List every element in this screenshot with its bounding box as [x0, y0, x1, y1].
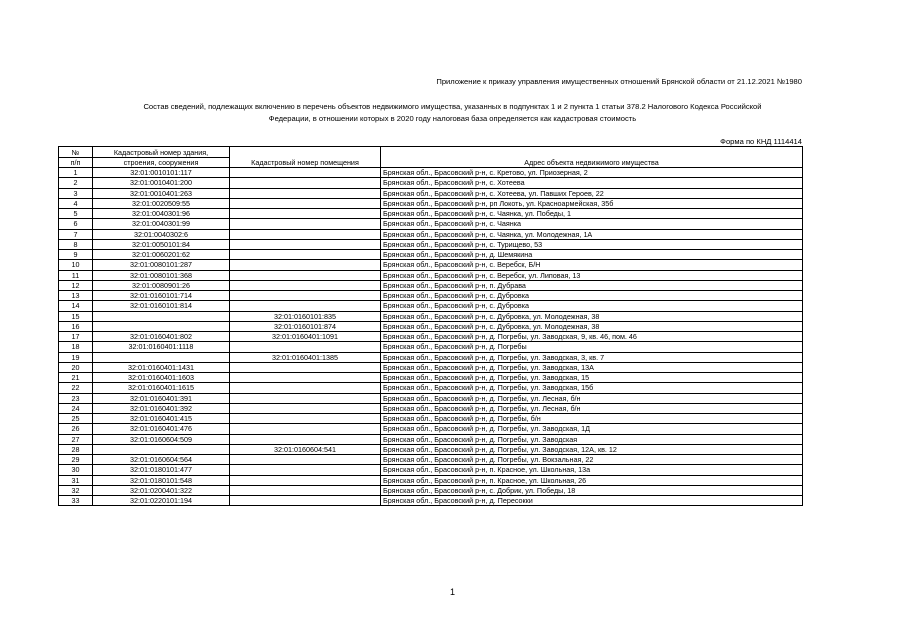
premise-cadastral-number — [230, 250, 381, 260]
building-cadastral-number: 32:01:0160401:1118 — [93, 342, 230, 352]
table-row — [59, 332, 803, 342]
table-row — [59, 291, 803, 301]
table-row — [59, 178, 803, 188]
row-number: 21 — [59, 373, 93, 383]
table-body — [59, 168, 803, 506]
object-address: Брянская обл., Брасовский р-н, с. Чаянка — [381, 219, 803, 229]
building-cadastral-number: 32:01:0180101:477 — [93, 465, 230, 475]
building-cadastral-number: 32:01:0180101:548 — [93, 475, 230, 485]
building-cadastral-number: 32:01:0160401:1431 — [93, 362, 230, 372]
object-address: Брянская обл., Брасовский р-н, с. Чаянка, ул. Молодежная, 1А — [381, 229, 803, 239]
building-cadastral-number: 32:01:0080101:368 — [93, 270, 230, 280]
heading-line-1: Состав сведений, подлежащих включению в перечень объектов недвижимого имущества, указанных в подпунктах 1 и 2 пункта 1 статьи 378.2 Налогового Кодекса Российской — [143, 102, 762, 111]
building-cadastral-number: 32:01:0010401:263 — [93, 188, 230, 198]
premise-cadastral-number — [230, 260, 381, 270]
object-address: Брянская обл., Брасовский р-н, с. Веребск, ул. Липовая, 13 — [381, 270, 803, 280]
table-row — [59, 393, 803, 403]
object-address: Брянская обл., Брасовский р-н, с. Хотеева, ул. Павших Героев, 22 — [381, 188, 803, 198]
premise-cadastral-number — [230, 403, 381, 413]
object-address: Брянская обл., Брасовский р-н, д. Погребы, ул. Заводская, 13А — [381, 362, 803, 372]
premise-cadastral-number — [230, 424, 381, 434]
heading-line-2: Федерации, в отношении которых в 2020 году налоговая база определяется как кадастровая стоимость — [268, 113, 637, 123]
object-address: Брянская обл., Брасовский р-н, с. Добрик, ул. Победы, 18 — [381, 485, 803, 495]
premise-cadastral-number — [230, 229, 381, 239]
object-address: Брянская обл., Брасовский р-н, д. Погребы, ул. Заводская, 15б — [381, 383, 803, 393]
row-number: 3 — [59, 188, 93, 198]
object-address: Брянская обл., Брасовский р-н, п. Дубрава — [381, 280, 803, 290]
building-cadastral-number: 32:01:0060201:62 — [93, 250, 230, 260]
premise-cadastral-number — [230, 209, 381, 219]
premise-cadastral-number — [230, 198, 381, 208]
building-cadastral-number: 32:01:0160604:564 — [93, 455, 230, 465]
appendix-note: Приложение к приказу управления имущественных отношений Брянской области от 21.12.2021 №1980 — [436, 77, 802, 86]
premise-cadastral-number — [230, 301, 381, 311]
building-cadastral-number: 32:01:0040302:6 — [93, 229, 230, 239]
row-number: 6 — [59, 219, 93, 229]
premise-cadastral-number — [230, 465, 381, 475]
table-row — [59, 301, 803, 311]
page-number: 1 — [449, 587, 455, 597]
header-building-line-1: Кадастровый номер здания, — [93, 147, 230, 158]
table-row — [59, 311, 803, 321]
table-row — [59, 168, 803, 178]
table-row — [59, 485, 803, 495]
row-number: 28 — [59, 444, 93, 454]
premise-cadastral-number: 32:01:0160604:541 — [230, 444, 381, 454]
premise-cadastral-number: 32:01:0160401:1091 — [230, 332, 381, 342]
object-address: Брянская обл., Брасовский р-н, п. Красное, ул. Школьная, 26 — [381, 475, 803, 485]
premise-cadastral-number — [230, 475, 381, 485]
table-row — [59, 321, 803, 331]
building-cadastral-number — [93, 352, 230, 362]
table-row — [59, 403, 803, 413]
premise-cadastral-number: 32:01:0160101:835 — [230, 311, 381, 321]
building-cadastral-number: 32:01:0220101:194 — [93, 496, 230, 506]
building-cadastral-number: 32:01:0160401:391 — [93, 393, 230, 403]
row-number: 29 — [59, 455, 93, 465]
premise-cadastral-number — [230, 280, 381, 290]
row-number: 25 — [59, 414, 93, 424]
premise-cadastral-number — [230, 414, 381, 424]
building-cadastral-number: 32:01:0160401:392 — [93, 403, 230, 413]
object-address: Брянская обл., Брасовский р-н, с. Веребск, Б/Н — [381, 260, 803, 270]
premise-cadastral-number — [230, 219, 381, 229]
object-address: Брянская обл., Брасовский р-н, с. Чаянка, ул. Победы, 1 — [381, 209, 803, 219]
row-number: 5 — [59, 209, 93, 219]
row-number: 15 — [59, 311, 93, 321]
row-number: 4 — [59, 198, 93, 208]
premise-cadastral-number — [230, 270, 381, 280]
table-row — [59, 239, 803, 249]
table-row — [59, 475, 803, 485]
row-number: 19 — [59, 352, 93, 362]
object-address: Брянская обл., Брасовский р-н, д. Погребы — [381, 342, 803, 352]
premise-cadastral-number — [230, 393, 381, 403]
building-cadastral-number: 32:01:0160401:1603 — [93, 373, 230, 383]
table-row — [59, 352, 803, 362]
row-number: 2 — [59, 178, 93, 188]
table-row — [59, 270, 803, 280]
premise-cadastral-number — [230, 485, 381, 495]
premise-cadastral-number: 32:01:0160101:874 — [230, 321, 381, 331]
building-cadastral-number: 32:01:0160401:415 — [93, 414, 230, 424]
table-row — [59, 280, 803, 290]
row-number: 23 — [59, 393, 93, 403]
building-cadastral-number — [93, 311, 230, 321]
header-building-line-2: строения, сооружения — [93, 157, 230, 168]
table-row — [59, 414, 803, 424]
table-row — [59, 250, 803, 260]
building-cadastral-number — [93, 444, 230, 454]
premise-cadastral-number — [230, 168, 381, 178]
object-address: Брянская обл., Брасовский р-н, д. Погребы, ул. Лесная, б/н — [381, 393, 803, 403]
premise-cadastral-number — [230, 178, 381, 188]
row-number: 8 — [59, 239, 93, 249]
building-cadastral-number: 32:01:0050101:84 — [93, 239, 230, 249]
table-row — [59, 342, 803, 352]
header-premise: Кадастровый номер помещения — [230, 147, 381, 168]
row-number: 16 — [59, 321, 93, 331]
table-row — [59, 383, 803, 393]
building-cadastral-number: 32:01:0160401:476 — [93, 424, 230, 434]
row-number: 13 — [59, 291, 93, 301]
table-row — [59, 465, 803, 475]
object-address: Брянская обл., Брасовский р-н, д. Погребы, ул. Заводская, 9, кв. 46, пом. 46 — [381, 332, 803, 342]
header-address: Адрес объекта недвижимого имущества — [381, 147, 803, 168]
building-cadastral-number: 32:01:0080901:26 — [93, 280, 230, 290]
building-cadastral-number: 32:01:0020509:55 — [93, 198, 230, 208]
object-address: Брянская обл., Брасовский р-н, с. Хотеева — [381, 178, 803, 188]
premise-cadastral-number — [230, 383, 381, 393]
table-row — [59, 434, 803, 444]
row-number: 20 — [59, 362, 93, 372]
table-row — [59, 219, 803, 229]
header-num-line-2: п/п — [59, 157, 93, 168]
object-address: Брянская обл., Брасовский р-н, д. Погребы, ул. Заводская, 15 — [381, 373, 803, 383]
building-cadastral-number: 32:01:0080101:287 — [93, 260, 230, 270]
building-cadastral-number: 32:01:0160604:509 — [93, 434, 230, 444]
row-number: 31 — [59, 475, 93, 485]
object-address: Брянская обл., Брасовский р-н, с. Дубровка — [381, 291, 803, 301]
building-cadastral-number: 32:01:0160401:1615 — [93, 383, 230, 393]
object-address: Брянская обл., Брасовский р-н, д. Шемякина — [381, 250, 803, 260]
building-cadastral-number: 32:01:0160401:802 — [93, 332, 230, 342]
building-cadastral-number: 32:01:0160101:714 — [93, 291, 230, 301]
object-address: Брянская обл., Брасовский р-н, д. Погребы, ул. Заводская — [381, 434, 803, 444]
row-number: 30 — [59, 465, 93, 475]
object-address: Брянская обл., Брасовский р-н, д. Погребы, ул. Заводская, 1Д — [381, 424, 803, 434]
object-address: Брянская обл., Брасовский р-н, с. Турищево, 53 — [381, 239, 803, 249]
object-address: Брянская обл., Брасовский р-н, с. Дубровка, ул. Молодежная, 38 — [381, 321, 803, 331]
premise-cadastral-number — [230, 342, 381, 352]
premise-cadastral-number — [230, 434, 381, 444]
table-row — [59, 198, 803, 208]
premise-cadastral-number — [230, 188, 381, 198]
row-number: 17 — [59, 332, 93, 342]
row-number: 27 — [59, 434, 93, 444]
table-row — [59, 455, 803, 465]
object-address: Брянская обл., Брасовский р-н, с. Дубровка — [381, 301, 803, 311]
object-address: Брянская обл., Брасовский р-н, д. Погребы, ул. Заводская, 3, кв. 7 — [381, 352, 803, 362]
row-number: 18 — [59, 342, 93, 352]
building-cadastral-number: 32:01:0160101:814 — [93, 301, 230, 311]
row-number: 33 — [59, 496, 93, 506]
object-address: Брянская обл., Брасовский р-н, д. Пересокки — [381, 496, 803, 506]
building-cadastral-number — [93, 321, 230, 331]
object-address: Брянская обл., Брасовский р-н, п. Красное, ул. Школьная, 13а — [381, 465, 803, 475]
table-row — [59, 362, 803, 372]
premise-cadastral-number: 32:01:0160401:1385 — [230, 352, 381, 362]
row-number: 32 — [59, 485, 93, 495]
row-number: 22 — [59, 383, 93, 393]
row-number: 11 — [59, 270, 93, 280]
table-row — [59, 424, 803, 434]
building-cadastral-number: 32:01:0200401:322 — [93, 485, 230, 495]
row-number: 9 — [59, 250, 93, 260]
premise-cadastral-number — [230, 362, 381, 372]
table-row — [59, 373, 803, 383]
object-address: Брянская обл., Брасовский р-н, с. Кретово, ул. Приозерная, 2 — [381, 168, 803, 178]
table-row — [59, 496, 803, 506]
table-header — [59, 147, 803, 168]
premise-cadastral-number — [230, 455, 381, 465]
object-address: Брянская обл., Брасовский р-н, д. Погребы, ул. Лесная, б/н — [381, 403, 803, 413]
building-cadastral-number: 32:01:0010101:117 — [93, 168, 230, 178]
table-row — [59, 229, 803, 239]
row-number: 24 — [59, 403, 93, 413]
table-row — [59, 209, 803, 219]
premise-cadastral-number — [230, 373, 381, 383]
object-address: Брянская обл., Брасовский р-н, д. Погребы, ул. Вокзальная, 22 — [381, 455, 803, 465]
object-address: Брянская обл., Брасовский р-н, д. Погребы, б/н — [381, 414, 803, 424]
object-address: Брянская обл., Брасовский р-н, д. Погребы, ул. Заводская, 12А, кв. 12 — [381, 444, 803, 454]
object-address: Брянская обл., Брасовский р-н, рп Локоть, ул. Красноармейская, 35б — [381, 198, 803, 208]
row-number: 12 — [59, 280, 93, 290]
document-heading — [60, 101, 845, 124]
row-number: 7 — [59, 229, 93, 239]
row-number: 14 — [59, 301, 93, 311]
header-num-line-1: № — [59, 147, 93, 158]
row-number: 26 — [59, 424, 93, 434]
building-cadastral-number: 32:01:0040301:99 — [93, 219, 230, 229]
table-row — [59, 188, 803, 198]
premise-cadastral-number — [230, 239, 381, 249]
building-cadastral-number: 32:01:0010401:200 — [93, 178, 230, 188]
table-row — [59, 260, 803, 270]
building-cadastral-number: 32:01:0040301:96 — [93, 209, 230, 219]
row-number: 1 — [59, 168, 93, 178]
premise-cadastral-number — [230, 291, 381, 301]
table-row — [59, 444, 803, 454]
premise-cadastral-number — [230, 496, 381, 506]
row-number: 10 — [59, 260, 93, 270]
object-address: Брянская обл., Брасовский р-н, с. Дубровка, ул. Молодежная, 38 — [381, 311, 803, 321]
form-code: Форма по КНД 1114414 — [720, 137, 802, 146]
property-table — [58, 146, 803, 506]
